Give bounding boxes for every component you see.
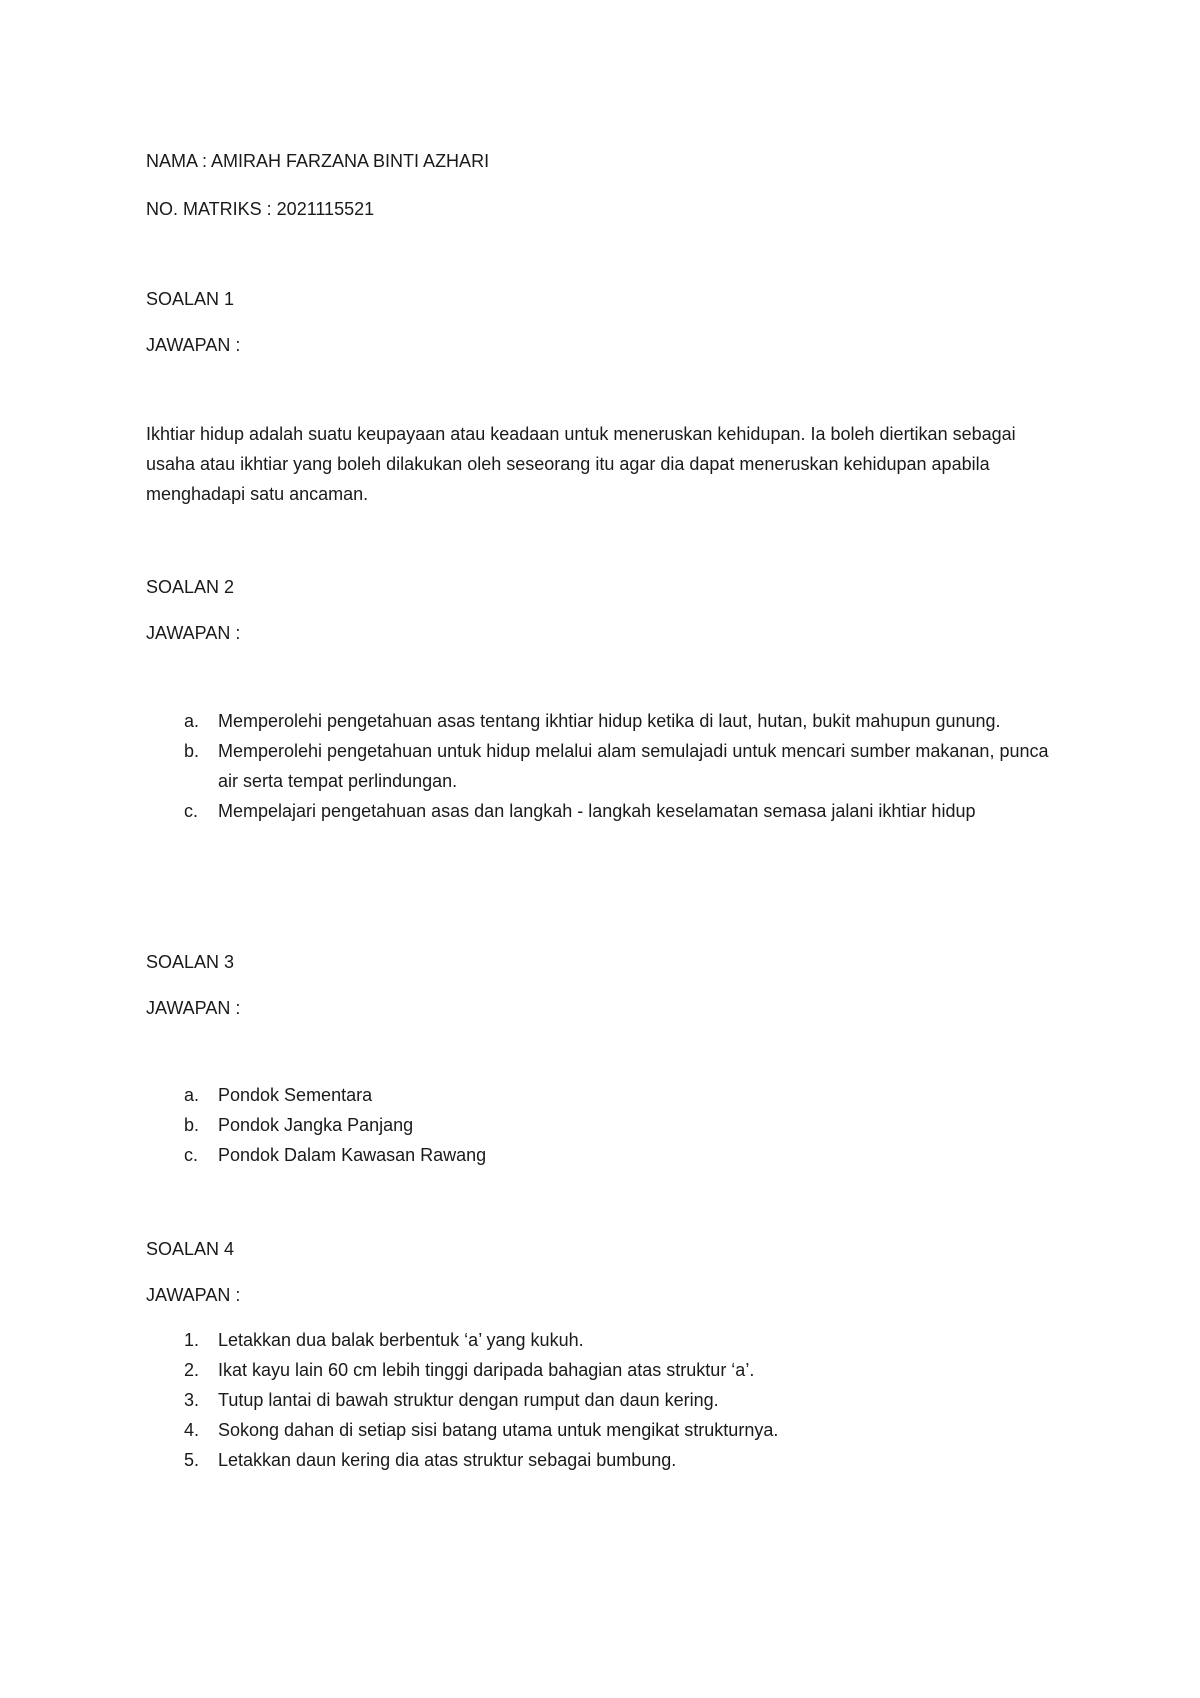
list-marker: 4.	[184, 1420, 200, 1440]
list-item	[146, 706, 1066, 736]
list-marker: c.	[184, 801, 199, 821]
list-item	[146, 796, 1066, 826]
list-marker: 2.	[184, 1360, 200, 1380]
list-item	[146, 1415, 1066, 1445]
list-item	[146, 1110, 1066, 1140]
list-marker: a.	[184, 711, 200, 731]
list-marker: b.	[184, 741, 200, 761]
list-item	[146, 1080, 1066, 1110]
list-item	[146, 1325, 1066, 1355]
list-item	[146, 1385, 1066, 1415]
student-name: NAMA : AMIRAH FARZANA BINTI AZHARI	[146, 151, 490, 171]
list-marker: 3.	[184, 1390, 200, 1410]
list-item-text: Pondok Jangka Panjang	[218, 1115, 414, 1135]
question-3-answer-label: JAWAPAN :	[146, 998, 241, 1018]
matric-number: NO. MATRIKS : 2021115521	[146, 199, 375, 219]
list-item	[146, 1445, 1066, 1475]
question-4-answer-label: JAWAPAN :	[146, 1285, 241, 1305]
list-item-text: Ikat kayu lain 60 cm lebih tinggi daripada bahagian atas struktur ‘a’.	[218, 1360, 755, 1380]
question-1-answer-label: JAWAPAN :	[146, 335, 241, 355]
list-marker: 1.	[184, 1330, 200, 1350]
list-item	[146, 736, 1066, 796]
list-item-text: Memperolehi pengetahuan untuk hidup melalui alam semulajadi untuk mencari sumber makanan, punca air serta tempat perlindungan.	[218, 741, 1049, 791]
question-3-title: SOALAN 3	[146, 952, 235, 972]
list-item-text: Memperolehi pengetahuan asas tentang ikhtiar hidup ketika di laut, hutan, bukit mahupun gunung.	[218, 711, 1001, 731]
list-marker: 5.	[184, 1450, 200, 1470]
list-marker: c.	[184, 1145, 199, 1165]
list-item-text: Tutup lantai di bawah struktur dengan rumput dan daun kering.	[218, 1390, 719, 1410]
question-2-answer-list	[146, 706, 1066, 826]
question-4-answer-list	[146, 1325, 1066, 1475]
list-item-text: Pondok Sementara	[218, 1085, 373, 1105]
question-3-answer-list	[146, 1080, 1066, 1170]
list-marker: a.	[184, 1085, 200, 1105]
question-2-answer-label: JAWAPAN :	[146, 623, 241, 643]
question-2-title: SOALAN 2	[146, 577, 235, 597]
question-4-title: SOALAN 4	[146, 1239, 235, 1259]
list-item-text: Pondok Dalam Kawasan Rawang	[218, 1145, 487, 1165]
list-marker: b.	[184, 1115, 200, 1135]
list-item-text: Mempelajari pengetahuan asas dan langkah - langkah keselamatan semasa jalani ikhtiar hidup	[218, 801, 976, 821]
list-item	[146, 1140, 1066, 1170]
list-item-text: Letakkan dua balak berbentuk ‘a’ yang kukuh.	[218, 1330, 584, 1350]
question-1-title: SOALAN 1	[146, 289, 235, 309]
list-item	[146, 1355, 1066, 1385]
question-1-answer-paragraph: Ikhtiar hidup adalah suatu keupayaan atau keadaan untuk meneruskan kehidupan. Ia boleh diertikan sebagai usaha atau ikhtiar yang boleh dilakukan oleh seseorang itu agar dia dapat meneruskan kehidupan apabila menghadapi satu ancaman.	[146, 424, 1016, 504]
list-item-text: Sokong dahan di setiap sisi batang utama untuk mengikat strukturnya.	[218, 1420, 779, 1440]
list-item-text: Letakkan daun kering dia atas struktur sebagai bumbung.	[218, 1450, 677, 1470]
